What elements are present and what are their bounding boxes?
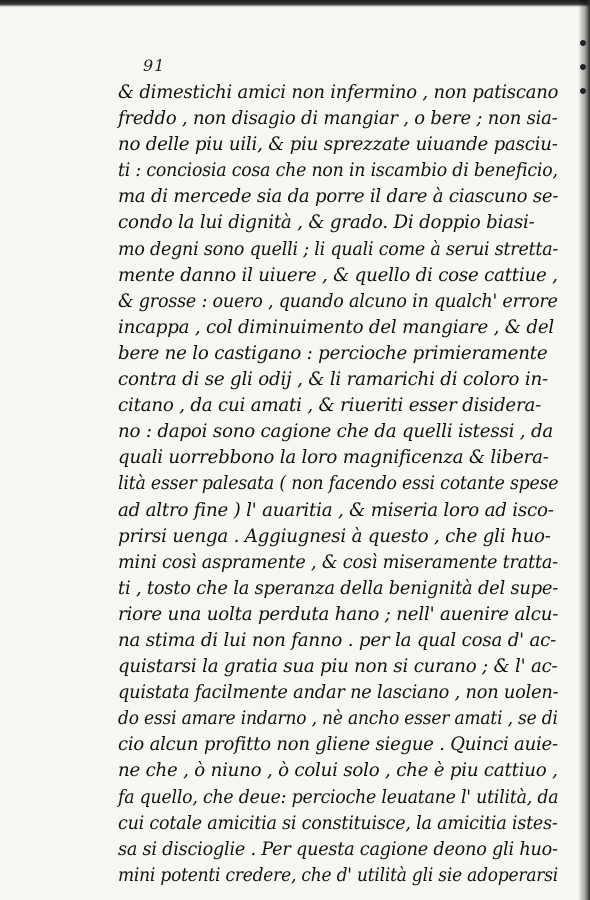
body-text [118, 80, 558, 889]
text-line: ti : conciosia cosa che non in iscambio di beneficio, [118, 160, 558, 182]
text-line: quistata facilmente andar ne lasciano , non uolen- [118, 682, 559, 704]
text-line: quistarsi la gratia sua piu non si curano ; & l' ac- [118, 656, 558, 678]
text-line: incappa , col diminuimento del mangiare , & del [118, 316, 554, 338]
text-line: lità esser palesata ( non facendo essi cotante spese [118, 473, 559, 495]
text-line: riore una uolta perduta hano ; nell' auenire alcu- [118, 603, 559, 625]
page-top-edge-shadow [0, 0, 590, 7]
binding-mark [580, 40, 586, 46]
text-line: & grosse : ouero , quando alcuno in qualch' errore [118, 290, 558, 312]
binding-mark [580, 88, 586, 94]
text-line: prirsi uenga . Aggiugnesi à questo , che gli huo- [118, 525, 551, 547]
text-line: mente danno il uiuere , & quello di cose cattiue , [118, 264, 558, 286]
text-line: sa si discioglie . Per questa cagione deono gli huo- [118, 838, 558, 860]
text-line: mini così aspramente , & così miseramente tratta- [118, 551, 558, 573]
text-line: na stima di lui non fanno . per la qual cosa d' ac- [118, 629, 557, 651]
text-line: ad altro fine ) l' auaritia , & miseria loro ad isco- [118, 499, 554, 521]
text-line: cio alcun profitto non gliene siegue . Quinci auie- [118, 734, 558, 756]
text-line: no : dapoi sono cagione che da quelli istessi , da [118, 421, 554, 443]
text-line: ma di mercede sia da porre il dare à ciascuno se- [118, 186, 559, 208]
text-line: ti , tosto che la speranza della benignità del supe- [118, 577, 559, 599]
text-line: do essi amare indarno , nè ancho esser amati , se di [118, 708, 558, 730]
text-line: freddo , non disagio di mangiar , o bere ; non sia- [118, 108, 558, 130]
text-line: condo la lui dignità , & grado. Di doppio biasi- [118, 212, 535, 234]
text-line: mo degni sono quelli ; li quali come à serui stretta- [118, 238, 559, 260]
binding-marks [580, 40, 588, 160]
text-line: quali uorrebbono la loro magnificenza & libera- [118, 447, 549, 469]
text-line: cui cotale amicitia si constituisce, la amicitia istes- [118, 812, 558, 834]
text-line: mini potenti credere, che d' utilità gli sie adoperarsi [118, 864, 558, 886]
text-line: & dimestichi amici non infermino , non patiscano [118, 82, 559, 103]
page-number: 91 [143, 56, 166, 75]
binding-mark [580, 64, 586, 70]
text-line: citano , da cui amati , & riueriti esser disidera- [118, 395, 542, 417]
text-line: ne che , ò niuno , ò colui solo , che è piu cattiuo , [118, 760, 558, 782]
text-line: bere ne lo castigano : percioche primieramente [118, 342, 548, 364]
text-line: no delle piu uili, & piu sprezzate uiuande pasciu- [118, 134, 558, 156]
text-line: contra di se gli odij , & li ramarichi di coloro in- [118, 369, 548, 391]
text-line: fa quello, che deue: percioche leuatane l' utilità, da [118, 786, 559, 808]
